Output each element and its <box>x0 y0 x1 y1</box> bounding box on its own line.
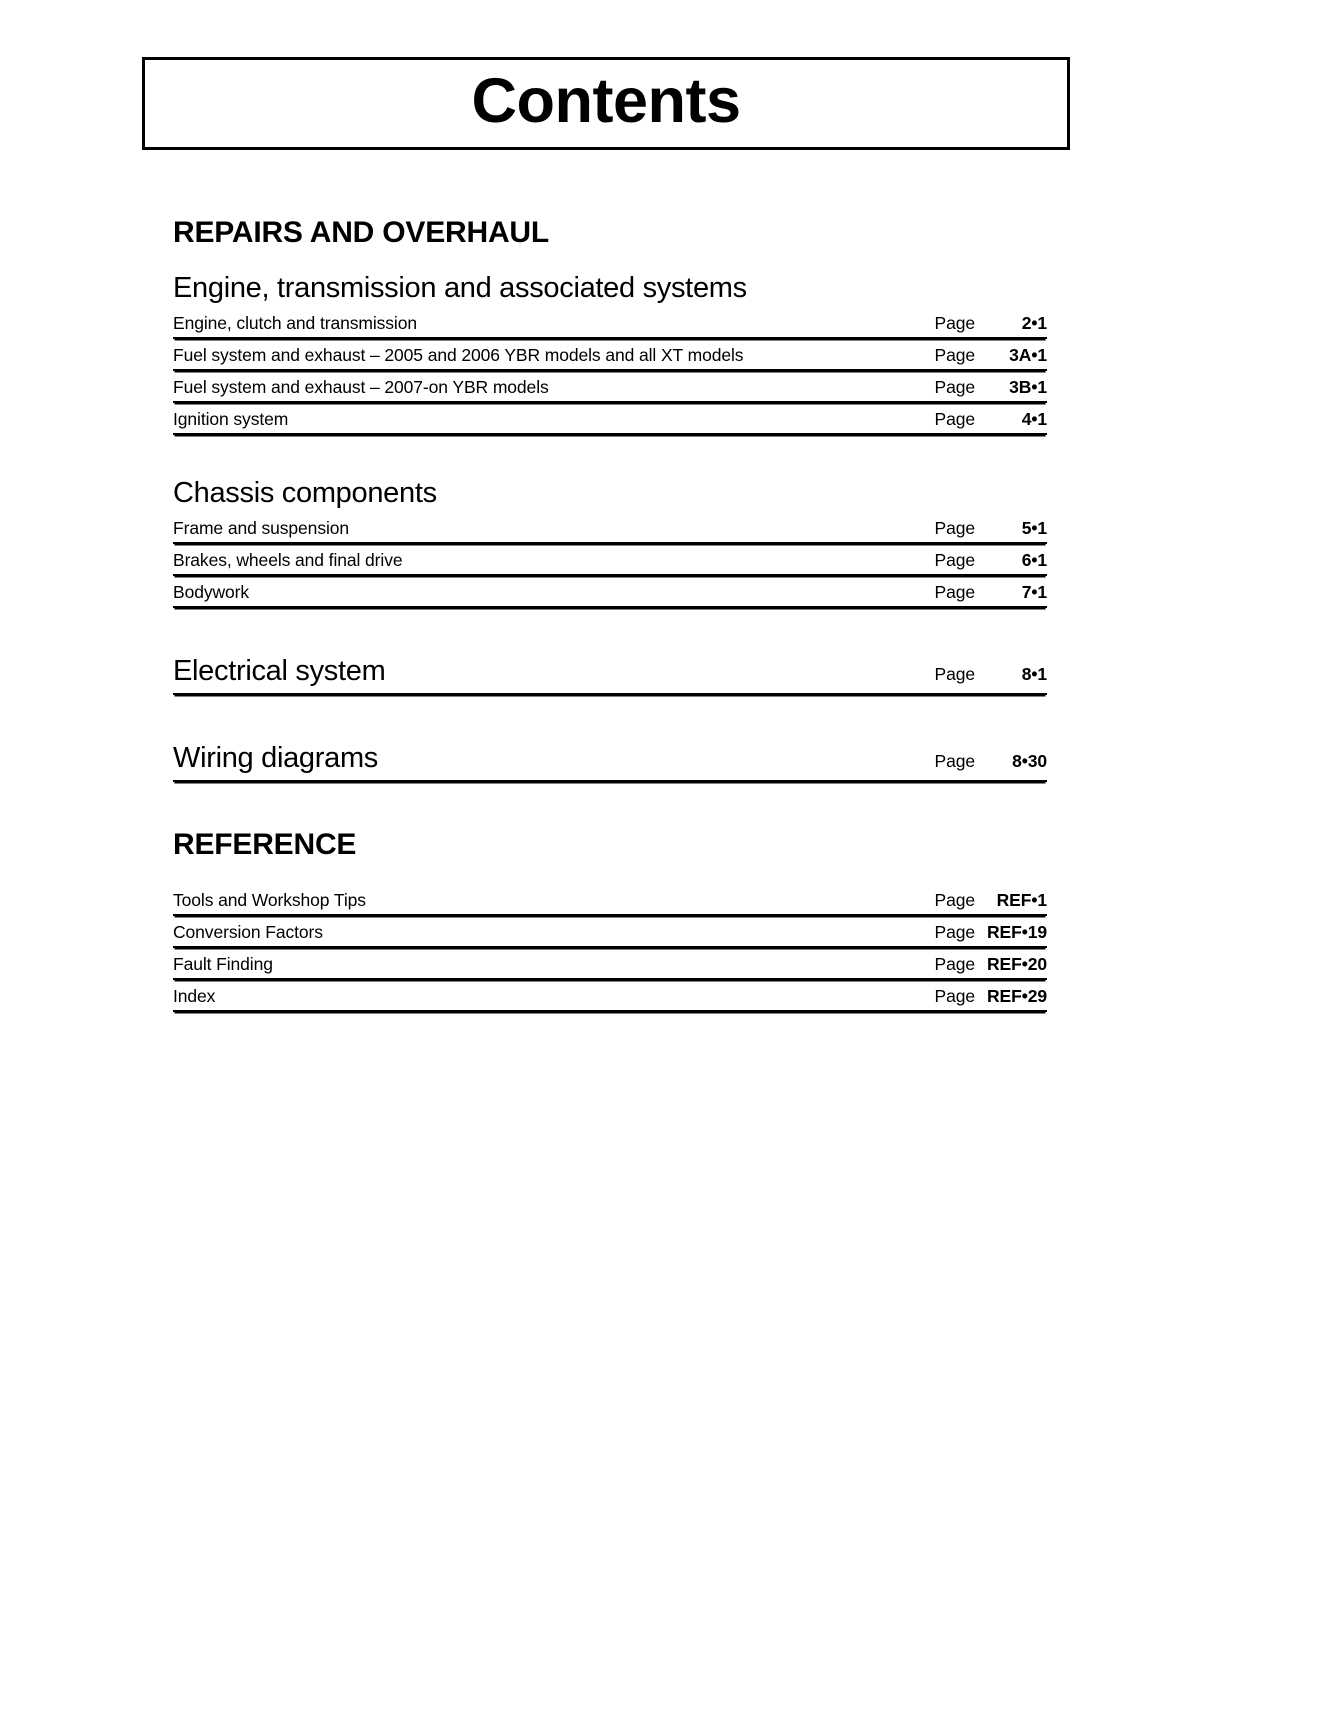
toc-entry-title: Wiring diagrams <box>173 741 378 774</box>
toc-entry-title: Engine, clutch and transmission <box>173 313 417 333</box>
page-number: 5•1 <box>1021 518 1047 538</box>
page-number: 8•30 <box>1012 750 1047 771</box>
toc-row[interactable] <box>173 550 1047 576</box>
toc-entry-title: Index <box>173 985 216 1006</box>
page-number: REF•19 <box>987 921 1047 942</box>
page-label: Page <box>934 750 975 771</box>
toc-row[interactable] <box>173 345 1047 371</box>
toc-entry-page <box>935 922 1047 943</box>
page-number: 2•1 <box>1021 313 1047 333</box>
toc-entry-title: Frame and suspension <box>173 518 350 538</box>
page-number: REF•1 <box>996 889 1047 910</box>
toc-entry-title: Ignition system <box>173 409 289 429</box>
contents-body <box>173 218 1047 1018</box>
toc-entry-title: Fuel system and exhaust – 2005 and 2006 YBR models and all XT models <box>173 345 744 365</box>
toc-entry-title: Electrical system <box>173 655 386 687</box>
group-heading-engine-transmission: Engine, transmission and associated systems <box>173 272 747 304</box>
page-number: 3B•1 <box>1009 377 1047 397</box>
toc-entry-page <box>935 409 1047 430</box>
page-number: REF•29 <box>987 985 1047 1006</box>
group-heading-chassis-components: Chassis components <box>173 477 437 509</box>
spacer <box>173 701 1047 743</box>
page-label: Page <box>934 345 975 365</box>
spacer <box>173 303 1047 313</box>
page-label: Page <box>934 921 975 942</box>
toc-row[interactable] <box>173 890 1047 916</box>
toc-row-electrical-system[interactable] <box>173 656 1047 695</box>
toc-entry-page <box>935 954 1047 975</box>
page-number: 4•1 <box>1021 409 1047 429</box>
page-label: Page <box>934 409 975 429</box>
section-heading-reference: REFERENCE <box>173 827 357 861</box>
toc-entry-page <box>935 345 1047 366</box>
page-label: Page <box>934 550 975 570</box>
toc-row[interactable] <box>173 377 1047 403</box>
toc-row[interactable] <box>173 518 1047 544</box>
page-title: Contents <box>471 66 741 136</box>
page-label: Page <box>934 313 975 333</box>
spacer <box>173 788 1047 830</box>
section-heading-repairs-and-overhaul: REPAIRS AND OVERHAUL <box>173 216 550 249</box>
toc-row-wiring-diagrams[interactable] <box>173 743 1047 782</box>
toc-row[interactable] <box>173 954 1047 980</box>
toc-entry-page <box>935 986 1047 1007</box>
spacer <box>173 508 1047 518</box>
page-label: Page <box>934 377 975 397</box>
page-label: Page <box>934 664 975 684</box>
toc-row[interactable] <box>173 409 1047 435</box>
toc-row[interactable] <box>173 922 1047 948</box>
toc-entry-page <box>935 313 1047 334</box>
toc-row[interactable] <box>173 986 1047 1012</box>
spacer <box>173 441 1047 479</box>
page-number: 8•1 <box>1021 664 1047 684</box>
toc-entry-title: Conversion Factors <box>173 921 323 942</box>
toc-entry-title: Fault Finding <box>173 953 273 974</box>
toc-entry-page <box>935 890 1047 911</box>
page-number: 6•1 <box>1021 550 1047 570</box>
toc-entry-page <box>935 518 1047 539</box>
toc-entry-page <box>935 664 1047 685</box>
page-number: REF•20 <box>987 953 1047 974</box>
spacer <box>173 614 1047 656</box>
page-number: 3A•1 <box>1009 345 1047 365</box>
toc-entry-title: Fuel system and exhaust – 2007-on YBR models <box>173 377 549 397</box>
toc-entry-title: Bodywork <box>173 582 250 602</box>
page-label: Page <box>934 582 975 602</box>
page-label: Page <box>934 889 975 910</box>
toc-row[interactable] <box>173 313 1047 339</box>
spacer <box>173 860 1047 890</box>
page-label: Page <box>934 953 975 974</box>
toc-entry-title: Brakes, wheels and final drive <box>173 550 403 570</box>
page-label: Page <box>934 518 975 538</box>
page-label: Page <box>934 985 975 1006</box>
page-number: 7•1 <box>1021 582 1047 602</box>
toc-row[interactable] <box>173 582 1047 608</box>
toc-entry-page <box>935 377 1047 398</box>
toc-entry-page <box>935 582 1047 603</box>
toc-entry-title: Tools and Workshop Tips <box>173 889 366 910</box>
page-title-box <box>142 57 1070 150</box>
toc-entry-page <box>935 751 1047 772</box>
toc-entry-page <box>935 550 1047 571</box>
spacer <box>173 248 1047 274</box>
